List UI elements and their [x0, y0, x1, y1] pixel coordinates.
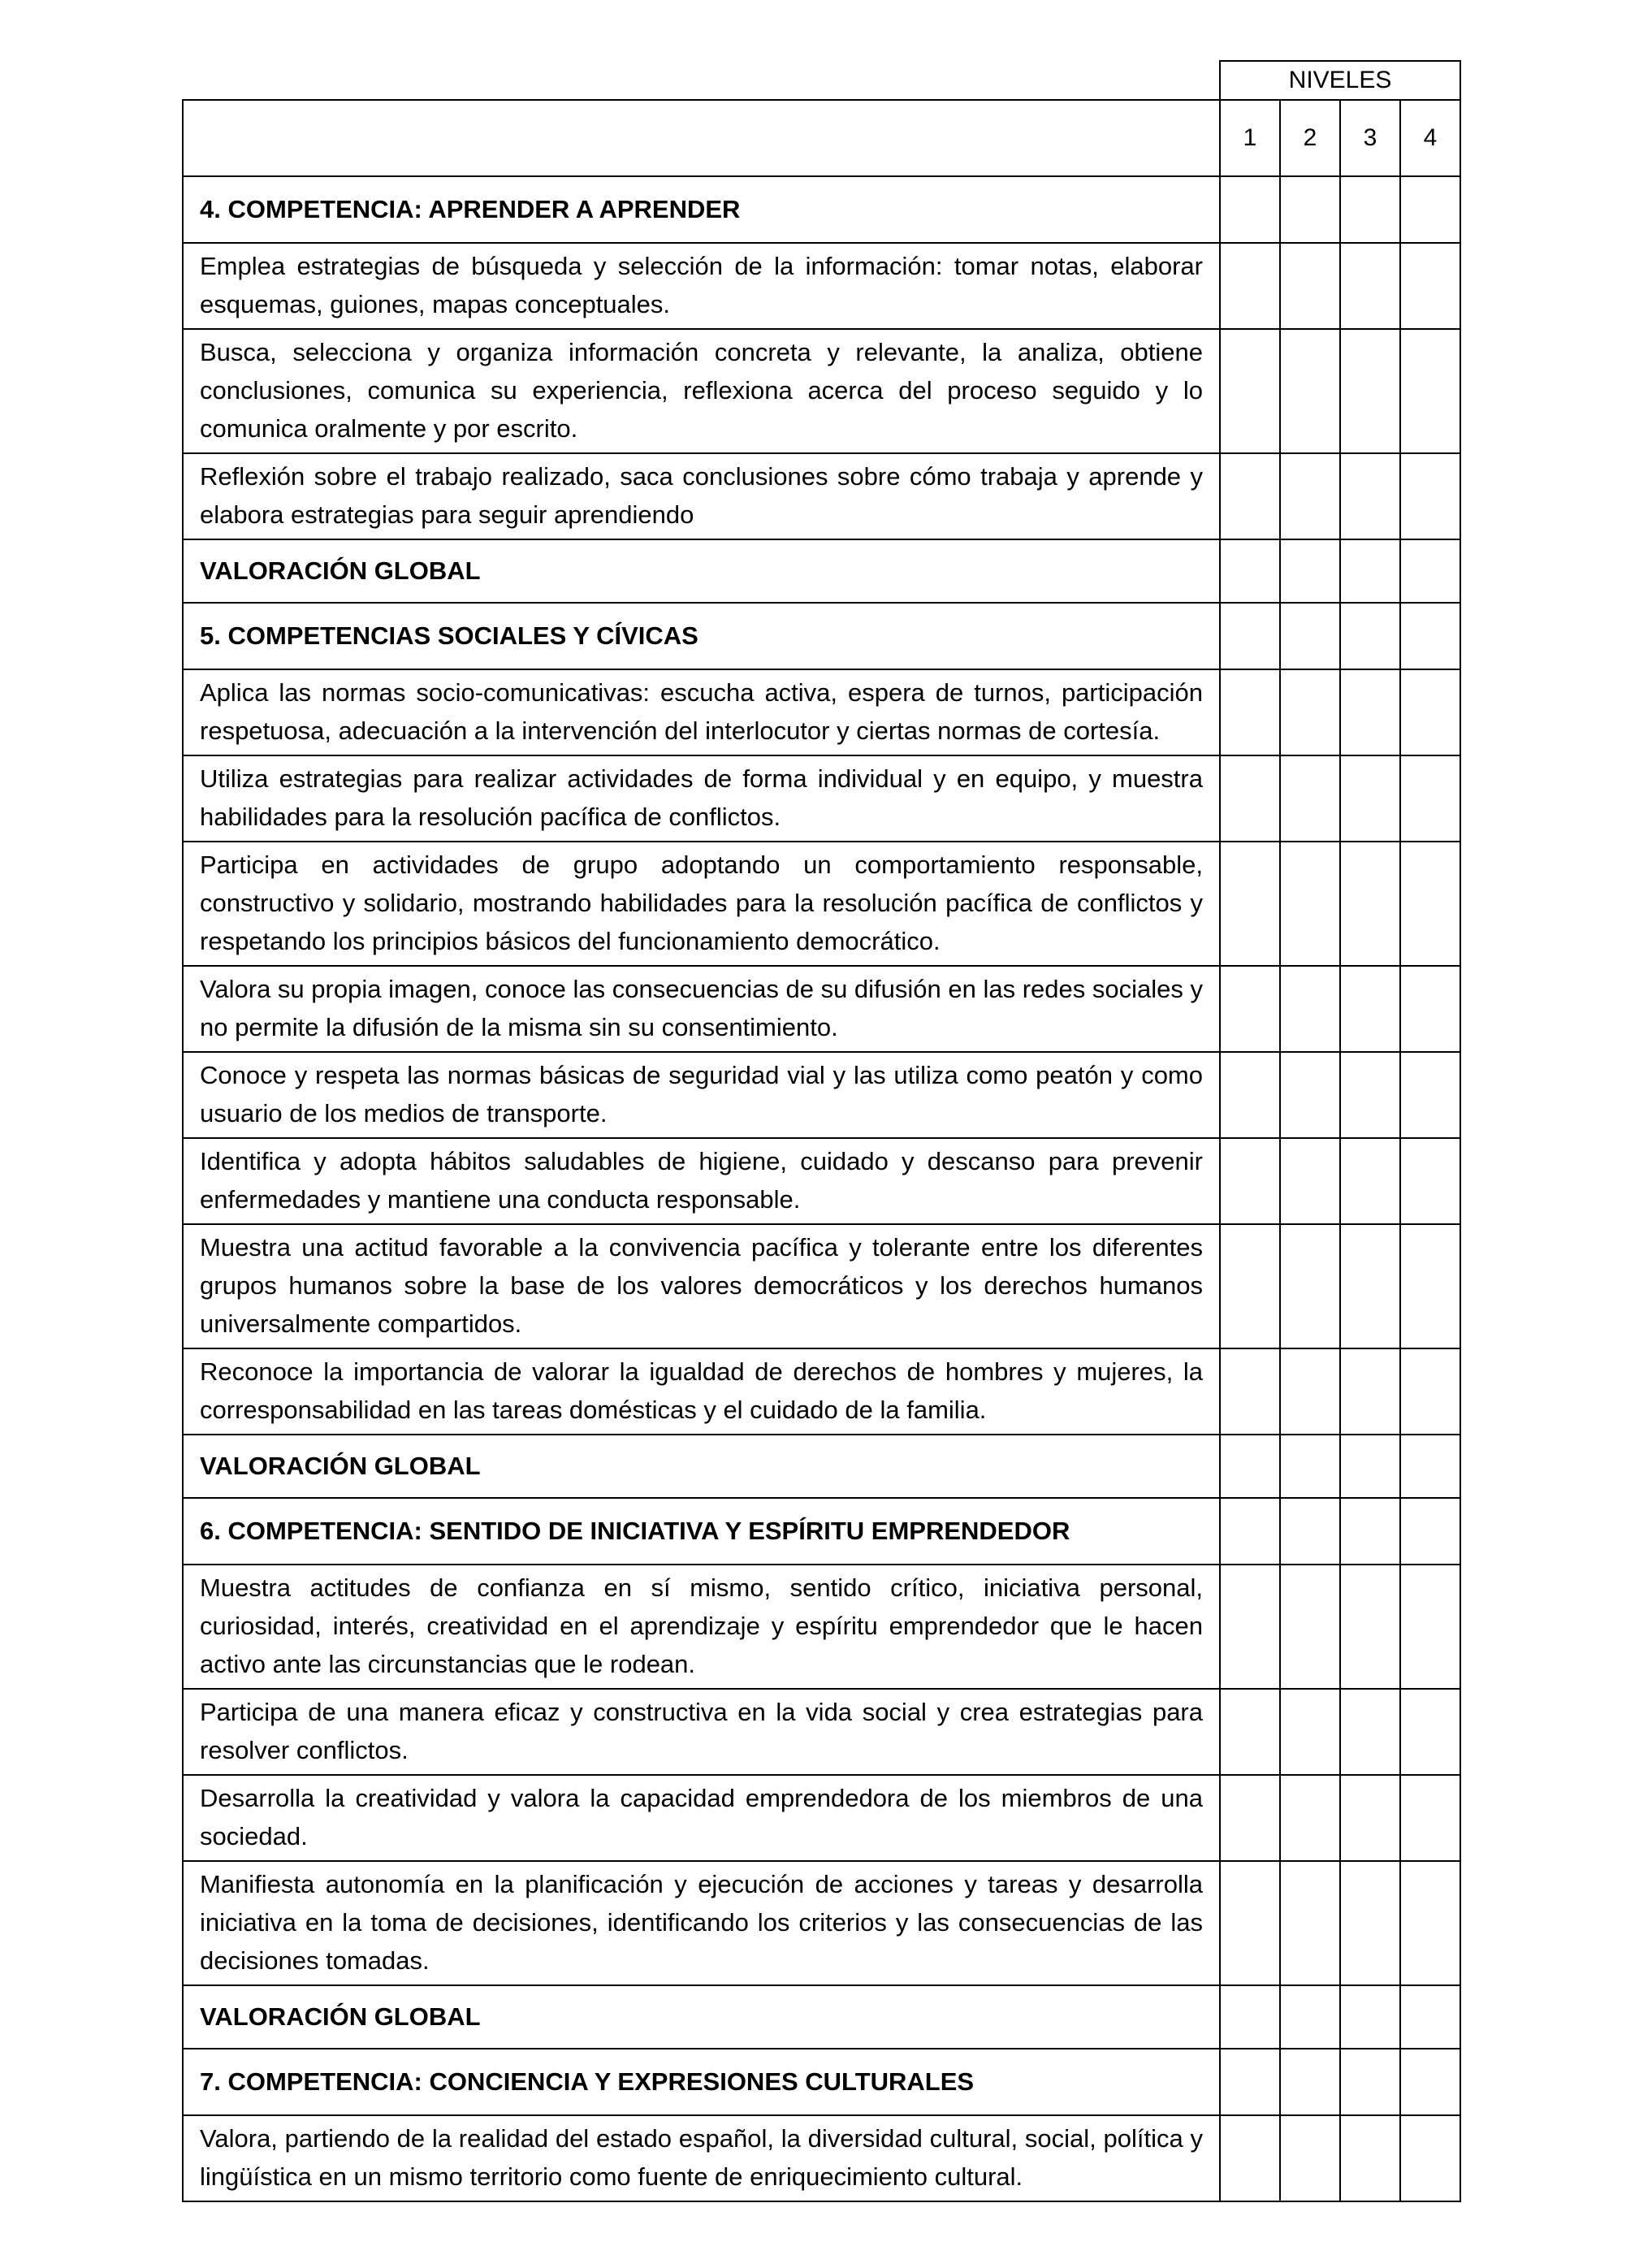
level-4-cell[interactable]: [1400, 966, 1460, 1052]
criterion-row: [183, 1348, 1460, 1435]
level-4-cell[interactable]: [1400, 842, 1460, 966]
niveles-header-row: [183, 61, 1460, 100]
level-2-cell[interactable]: [1280, 1689, 1340, 1775]
level-2-cell[interactable]: [1280, 669, 1340, 755]
level-1-cell[interactable]: [1220, 1348, 1280, 1435]
level-2-cell[interactable]: [1280, 755, 1340, 842]
level-2-cell[interactable]: [1280, 1565, 1340, 1689]
header-blank: [183, 61, 1220, 100]
criteria-header-cell: [183, 100, 1220, 176]
level-1-cell[interactable]: [1220, 669, 1280, 755]
level-2-cell[interactable]: [1280, 453, 1340, 539]
level-1-cell[interactable]: [1220, 1985, 1280, 2049]
level-4-cell[interactable]: [1400, 2115, 1460, 2201]
competency-table: [182, 60, 1461, 2202]
level-1-cell[interactable]: [1220, 2115, 1280, 2201]
level-3-cell[interactable]: [1340, 1348, 1400, 1435]
criterion-row: [183, 2115, 1460, 2201]
criterion-text: Utiliza estrategias para realizar actividades de forma individual y en equipo, y muestra habilidades para la resolución pacífica de conflictos.: [183, 755, 1220, 842]
level-3-cell[interactable]: [1340, 755, 1400, 842]
level-2-cell[interactable]: [1280, 1498, 1340, 1565]
level-1-cell[interactable]: [1220, 453, 1280, 539]
level-3-cell[interactable]: [1340, 329, 1400, 453]
criterion-text: Conoce y respeta las normas básicas de seguridad vial y las utiliza como peatón y como usuario de los medios de transporte.: [183, 1052, 1220, 1138]
level-1-cell[interactable]: [1220, 1498, 1280, 1565]
level-4-cell[interactable]: [1400, 1348, 1460, 1435]
level-4-cell[interactable]: [1400, 1565, 1460, 1689]
criterion-row: [183, 669, 1460, 755]
global-rating-row: [183, 1985, 1460, 2049]
level-2-cell[interactable]: [1280, 1138, 1340, 1224]
criterion-text: Emplea estrategias de búsqueda y selección de la información: tomar notas, elaborar esquemas, guiones, mapas conceptuales.: [183, 243, 1220, 329]
level-4-cell[interactable]: [1400, 539, 1460, 603]
section-title-text: 6. COMPETENCIA: SENTIDO DE INICIATIVA Y ESPÍRITU EMPRENDEDOR: [183, 1498, 1220, 1565]
criterion-row: [183, 1052, 1460, 1138]
levels-header-row: [183, 100, 1460, 176]
level-3-cell[interactable]: [1340, 1861, 1400, 1985]
level-3-cell[interactable]: [1340, 1565, 1400, 1689]
level-1-cell[interactable]: [1220, 1224, 1280, 1348]
criterion-text: Valora su propia imagen, conoce las consecuencias de su difusión en las redes sociales y no permite la difusión de la misma sin su consentimiento.: [183, 966, 1220, 1052]
level-2-cell[interactable]: [1280, 1775, 1340, 1861]
level-4-cell[interactable]: [1400, 1985, 1460, 2049]
level-3-cell[interactable]: [1340, 1224, 1400, 1348]
level-1-cell[interactable]: [1220, 1138, 1280, 1224]
level-2-cell[interactable]: [1280, 1224, 1340, 1348]
section-title-row: [183, 2049, 1460, 2115]
level-4-cell[interactable]: [1400, 1498, 1460, 1565]
level-3-cell[interactable]: [1340, 2049, 1400, 2115]
criterion-text: Muestra actitudes de confianza en sí mismo, sentido crítico, iniciativa personal, curiosidad, interés, creatividad en el aprendizaje y espíritu emprendedor que le hacen activo ante las circunstancias que le rodean.: [183, 1565, 1220, 1689]
criterion-row: [183, 842, 1460, 966]
criterion-row: [183, 1861, 1460, 1985]
criterion-text: Muestra una actitud favorable a la convivencia pacífica y tolerante entre los diferentes grupos humanos sobre la base de los valores democráticos y los derechos humanos universalmente compartidos.: [183, 1224, 1220, 1348]
criterion-row: [183, 453, 1460, 539]
level-4-cell[interactable]: [1400, 1138, 1460, 1224]
level-1-cell[interactable]: [1220, 1435, 1280, 1498]
level-4-cell[interactable]: [1400, 1435, 1460, 1498]
level-3-cell[interactable]: [1340, 1435, 1400, 1498]
level-4-cell[interactable]: [1400, 1052, 1460, 1138]
level-4-cell[interactable]: [1400, 603, 1460, 669]
level-1-cell[interactable]: [1220, 1775, 1280, 1861]
criterion-text: Reconoce la importancia de valorar la igualdad de derechos de hombres y mujeres, la corresponsabilidad en las tareas domésticas y el cuidado de la familia.: [183, 1348, 1220, 1435]
level-header-1: 1: [1220, 100, 1280, 176]
criterion-text: Desarrolla la creatividad y valora la capacidad emprendedora de los miembros de una sociedad.: [183, 1775, 1220, 1861]
level-1-cell[interactable]: [1220, 329, 1280, 453]
level-4-cell[interactable]: [1400, 243, 1460, 329]
level-3-cell[interactable]: [1340, 539, 1400, 603]
global-rating-text: VALORACIÓN GLOBAL: [183, 1435, 1220, 1498]
level-2-cell[interactable]: [1280, 1348, 1340, 1435]
level-header-4: 4: [1400, 100, 1460, 176]
criterion-text: Participa de una manera eficaz y constructiva en la vida social y crea estrategias para resolver conflictos.: [183, 1689, 1220, 1775]
level-4-cell[interactable]: [1400, 176, 1460, 243]
section-title-text: 5. COMPETENCIAS SOCIALES Y CÍVICAS: [183, 603, 1220, 669]
criterion-row: [183, 1138, 1460, 1224]
level-2-cell[interactable]: [1280, 176, 1340, 243]
level-1-cell[interactable]: [1220, 1052, 1280, 1138]
level-2-cell[interactable]: [1280, 966, 1340, 1052]
niveles-header: NIVELES: [1220, 61, 1460, 100]
criterion-row: [183, 243, 1460, 329]
level-4-cell[interactable]: [1400, 1775, 1460, 1861]
level-4-cell[interactable]: [1400, 1224, 1460, 1348]
level-3-cell[interactable]: [1340, 603, 1400, 669]
level-2-cell[interactable]: [1280, 603, 1340, 669]
level-4-cell[interactable]: [1400, 755, 1460, 842]
level-1-cell[interactable]: [1220, 176, 1280, 243]
level-3-cell[interactable]: [1340, 966, 1400, 1052]
level-1-cell[interactable]: [1220, 842, 1280, 966]
level-2-cell[interactable]: [1280, 1861, 1340, 1985]
criterion-row: [183, 329, 1460, 453]
section-title-text: 4. COMPETENCIA: APRENDER A APRENDER: [183, 176, 1220, 243]
level-2-cell[interactable]: [1280, 2115, 1340, 2201]
section-title-text: 7. COMPETENCIA: CONCIENCIA Y EXPRESIONES CULTURALES: [183, 2049, 1220, 2115]
level-4-cell[interactable]: [1400, 1689, 1460, 1775]
level-1-cell[interactable]: [1220, 966, 1280, 1052]
global-rating-row: [183, 539, 1460, 603]
level-3-cell[interactable]: [1340, 1985, 1400, 2049]
level-4-cell[interactable]: [1400, 329, 1460, 453]
level-3-cell[interactable]: [1340, 1052, 1400, 1138]
level-1-cell[interactable]: [1220, 243, 1280, 329]
criterion-text: Manifiesta autonomía en la planificación y ejecución de acciones y tareas y desarrolla iniciativa en la toma de decisiones, identificando los criterios y las consecuencias de las decisiones tomadas.: [183, 1861, 1220, 1985]
level-4-cell[interactable]: [1400, 453, 1460, 539]
section-title-row: [183, 1498, 1460, 1565]
level-2-cell[interactable]: [1280, 1052, 1340, 1138]
level-1-cell[interactable]: [1220, 1565, 1280, 1689]
level-2-cell[interactable]: [1280, 842, 1340, 966]
criterion-row: [183, 1775, 1460, 1861]
criterion-text: Participa en actividades de grupo adoptando un comportamiento responsable, constructivo y solidario, mostrando habilidades para la resolución pacífica de conflictos y respetando los principios básicos del funcionamiento democrático.: [183, 842, 1220, 966]
level-header-2: 2: [1280, 100, 1340, 176]
level-3-cell[interactable]: [1340, 1689, 1400, 1775]
level-3-cell[interactable]: [1340, 669, 1400, 755]
level-3-cell[interactable]: [1340, 243, 1400, 329]
level-2-cell[interactable]: [1280, 329, 1340, 453]
level-2-cell[interactable]: [1280, 1435, 1340, 1498]
level-4-cell[interactable]: [1400, 669, 1460, 755]
level-1-cell[interactable]: [1220, 1689, 1280, 1775]
criterion-text: Reflexión sobre el trabajo realizado, saca conclusiones sobre cómo trabaja y aprende y elabora estrategias para seguir aprendiendo: [183, 453, 1220, 539]
level-1-cell[interactable]: [1220, 755, 1280, 842]
level-3-cell[interactable]: [1340, 1775, 1400, 1861]
level-3-cell[interactable]: [1340, 453, 1400, 539]
level-2-cell[interactable]: [1280, 243, 1340, 329]
criterion-row: [183, 1565, 1460, 1689]
level-3-cell[interactable]: [1340, 2115, 1400, 2201]
level-4-cell[interactable]: [1400, 2049, 1460, 2115]
criterion-row: [183, 966, 1460, 1052]
criterion-text: Busca, selecciona y organiza información concreta y relevante, la analiza, obtiene conclusiones, comunica su experiencia, reflexiona acerca del proceso seguido y lo comunica oralmente y por escrito.: [183, 329, 1220, 453]
level-4-cell[interactable]: [1400, 1861, 1460, 1985]
criterion-row: [183, 755, 1460, 842]
level-1-cell[interactable]: [1220, 539, 1280, 603]
global-rating-text: VALORACIÓN GLOBAL: [183, 539, 1220, 603]
level-header-3: 3: [1340, 100, 1400, 176]
criterion-row: [183, 1689, 1460, 1775]
evaluation-rubric: [182, 60, 1460, 2202]
level-1-cell[interactable]: [1220, 1861, 1280, 1985]
level-3-cell[interactable]: [1340, 176, 1400, 243]
level-2-cell[interactable]: [1280, 2049, 1340, 2115]
level-3-cell[interactable]: [1340, 842, 1400, 966]
criterion-text: Aplica las normas socio-comunicativas: escucha activa, espera de turnos, participación respetuosa, adecuación a la intervención del interlocutor y ciertas normas de cortesía.: [183, 669, 1220, 755]
criterion-text: Valora, partiendo de la realidad del estado español, la diversidad cultural, social, política y lingüística en un mismo territorio como fuente de enriquecimiento cultural.: [183, 2115, 1220, 2201]
criterion-row: [183, 1224, 1460, 1348]
level-3-cell[interactable]: [1340, 1138, 1400, 1224]
level-3-cell[interactable]: [1340, 1498, 1400, 1565]
level-1-cell[interactable]: [1220, 603, 1280, 669]
level-2-cell[interactable]: [1280, 539, 1340, 603]
global-rating-text: VALORACIÓN GLOBAL: [183, 1985, 1220, 2049]
criterion-text: Identifica y adopta hábitos saludables de higiene, cuidado y descanso para prevenir enfermedades y mantiene una conducta responsable.: [183, 1138, 1220, 1224]
level-1-cell[interactable]: [1220, 2049, 1280, 2115]
section-title-row: [183, 603, 1460, 669]
level-2-cell[interactable]: [1280, 1985, 1340, 2049]
global-rating-row: [183, 1435, 1460, 1498]
section-title-row: [183, 176, 1460, 243]
